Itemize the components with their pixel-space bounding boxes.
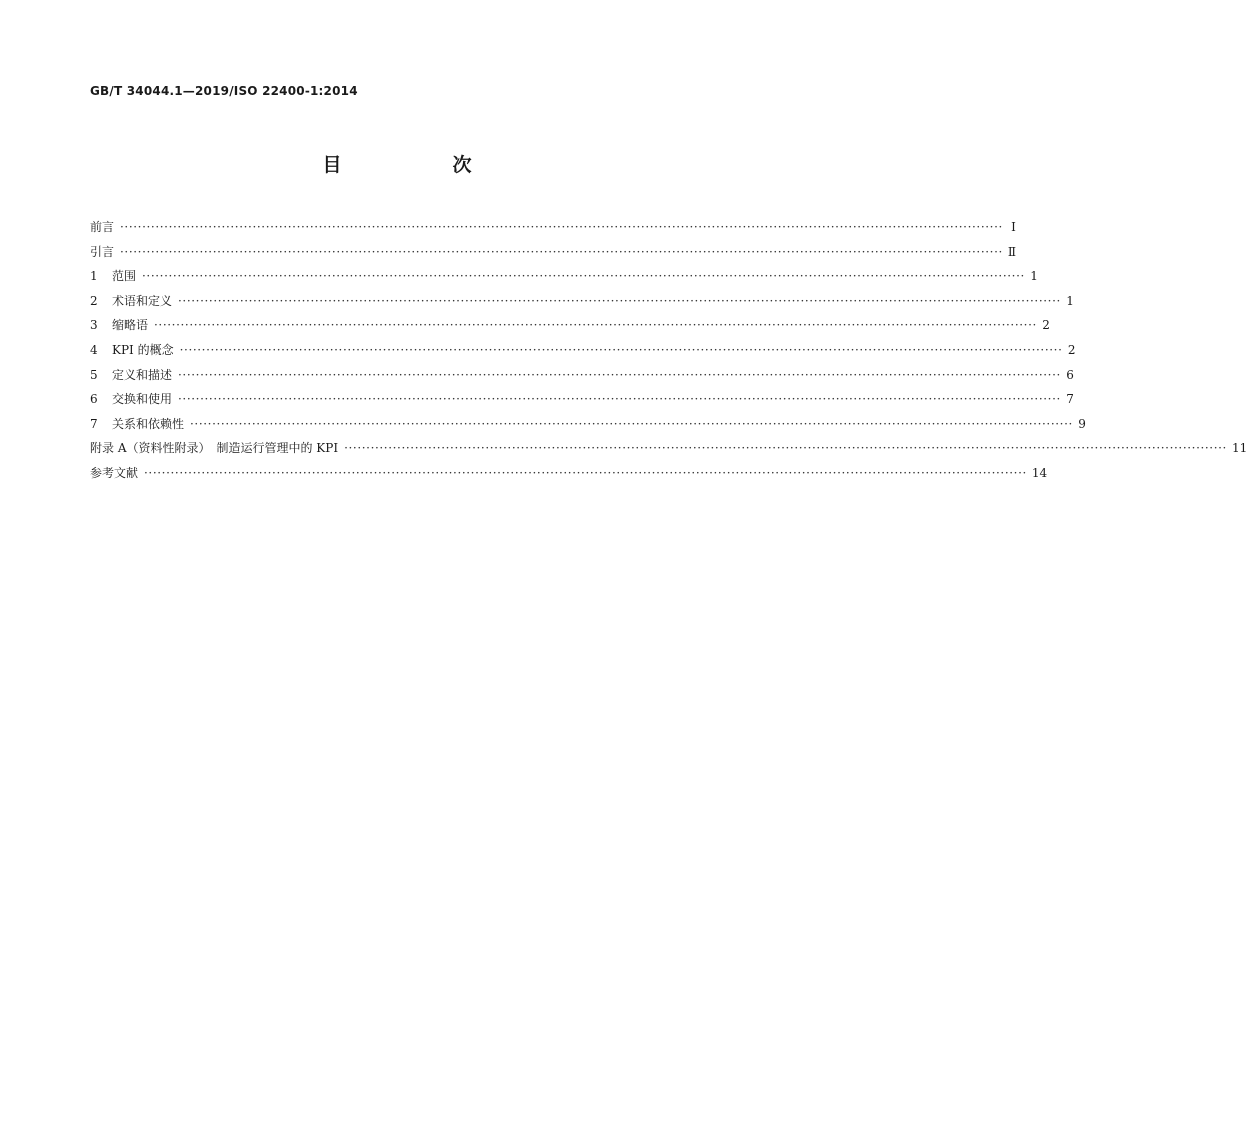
- toc-entry-label: 附录 A（资料性附录） 制造运行管理中的 KPI: [90, 441, 339, 456]
- toc-dot-leader: ········································································································································································································: [144, 465, 1027, 480]
- toc-entry-label: KPI 的概念: [112, 342, 174, 357]
- toc-entry-label: 关系和依赖性: [112, 416, 185, 431]
- toc-entry-bibliography[interactable]: [90, 461, 1048, 486]
- toc-entry-number: 4: [90, 342, 98, 357]
- toc-page-number: 7: [1066, 392, 1074, 407]
- toc-entry-number: 1: [90, 269, 98, 284]
- toc-page-number: 14: [1031, 465, 1048, 480]
- toc-page-number: 1: [1066, 293, 1074, 308]
- toc-entry-introduction[interactable]: [90, 240, 1017, 265]
- toc-page-number: 2: [1042, 318, 1050, 333]
- toc-dot-leader: ········································································································································································································: [178, 392, 1061, 407]
- toc-entry-number: 6: [90, 392, 98, 407]
- toc-entry-relations[interactable]: [90, 412, 1086, 437]
- toc-page-number: 1: [1030, 269, 1038, 284]
- toc-entry-label: 范围: [112, 269, 137, 284]
- toc-entry-number: 5: [90, 367, 98, 382]
- toc-page-number: Ⅱ: [1007, 244, 1017, 259]
- toc-entry-kpi-concept[interactable]: [90, 338, 1076, 363]
- toc-entry-label: 术语和定义: [112, 293, 173, 308]
- toc-entry-definitions[interactable]: [90, 363, 1074, 388]
- toc-entry-number: 3: [90, 318, 98, 333]
- toc-entry-label: 交换和使用: [112, 392, 173, 407]
- toc-entry-number: 2: [90, 293, 98, 308]
- page-title: 目 次: [322, 154, 518, 176]
- toc-entry-terms[interactable]: [90, 289, 1074, 314]
- toc-page-number: 6: [1066, 367, 1074, 382]
- toc-dot-leader: ········································································································································································································: [344, 441, 1227, 456]
- toc-page-number: 9: [1078, 416, 1086, 431]
- toc-dot-leader: ········································································································································································································: [178, 367, 1061, 382]
- toc-entry-abbreviations[interactable]: [90, 313, 1050, 338]
- toc-entry-exchange[interactable]: [90, 387, 1074, 412]
- toc-entry-label: 前言: [90, 220, 115, 234]
- toc-dot-leader: ········································································································································································································: [190, 416, 1073, 431]
- toc-entry-label: 定义和描述: [112, 367, 173, 382]
- toc-dot-leader: ········································································································································································································: [120, 220, 1003, 234]
- toc-page-number: 11: [1231, 441, 1247, 456]
- toc-entry-label: 参考文献: [90, 465, 139, 480]
- toc-page-number: Ⅰ: [1011, 220, 1016, 234]
- toc-page-number: 2: [1067, 342, 1076, 357]
- toc-entry-number: 7: [90, 416, 98, 431]
- toc-entry-foreword[interactable]: [90, 215, 1016, 240]
- standard-code-header: GB/T 34044.1—2019/ISO 22400-1:2014: [90, 84, 358, 98]
- toc-dot-leader: ········································································································································································································: [178, 293, 1061, 308]
- toc-dot-leader: ········································································································································································································: [154, 318, 1037, 333]
- toc-dot-leader: ········································································································································································································: [120, 244, 1003, 259]
- toc-entry-label: 缩略语: [112, 318, 149, 333]
- toc-entry-appendix-a[interactable]: [90, 436, 1247, 461]
- toc-entry-scope[interactable]: [90, 264, 1038, 289]
- table-of-contents: [90, 215, 1247, 486]
- toc-dot-leader: ········································································································································································································: [179, 342, 1063, 357]
- toc-dot-leader: ········································································································································································································: [142, 269, 1025, 284]
- toc-entry-label: 引言: [90, 244, 115, 259]
